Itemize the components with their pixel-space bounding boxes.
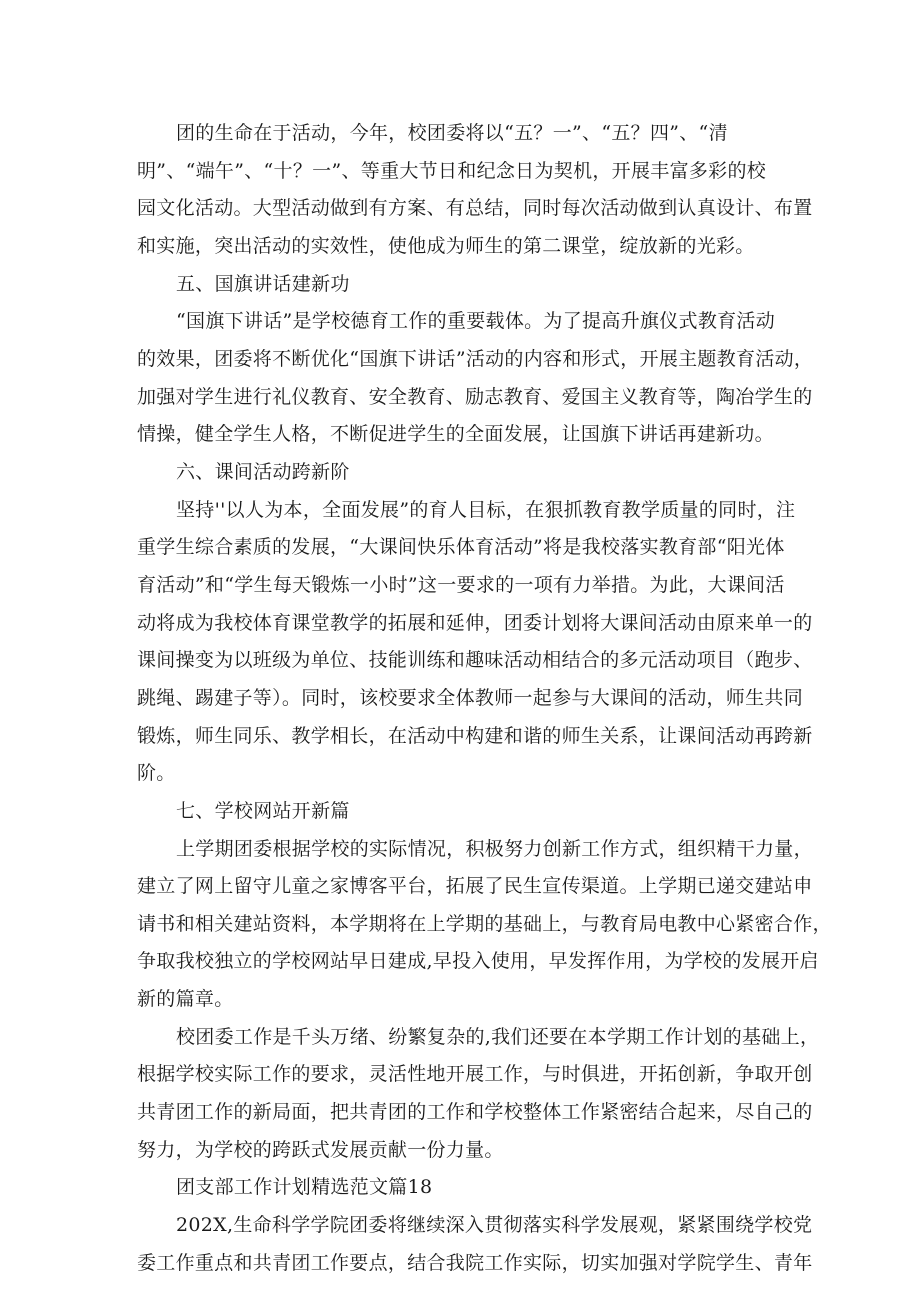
section-heading: 五、国旗讲话建新功 [176, 273, 350, 295]
paragraph-line: 锻炼，师生同乐、教学相长，在活动中构建和谐的师生关系，让课间活动再跨新 [137, 725, 813, 747]
section-heading: 团支部工作计划精选范文篇18 [176, 1176, 433, 1198]
paragraph-line: 的效果，团委将不断优化“国旗下讲话”活动的内容和形式，开展主题教育活动， [137, 348, 814, 370]
paragraph-line: 努力，为学校的跨跃式发展贡献一份力量。 [137, 1139, 504, 1161]
paragraph-line: 育活动”和“学生每天锻炼一小时”这一要求的一项有力举措。为此，大课间活 [137, 574, 785, 596]
section-heading: 六、课间活动跨新阶 [176, 461, 350, 483]
paragraph-line: 新的篇章。 [137, 988, 234, 1010]
paragraph-line: 争取我校独立的学校网站早日建成,早投入使用，早发挥作用，为学校的发展开启 [137, 950, 819, 972]
paragraph-line: “国旗下讲话”是学校德育工作的重要载体。为了提高升旗仪式教育活动 [176, 310, 776, 332]
paragraph-line: 明”、“端午”、“十？一”、等重大节日和纪念日为契机，开展丰富多彩的校 [137, 160, 767, 182]
paragraph-line: 根据学校实际工作的要求，灵活性地开展工作，与时俱进，开拓创新，争取开创 [137, 1063, 813, 1085]
paragraph-line: 加强对学生进行礼仪教育、安全教育、励志教育、爱国主义教育等，陶冶学生的 [137, 386, 813, 408]
paragraph-line: 建立了网上留守儿童之家博客平台，拓展了民生宣传渠道。上学期已递交建站申 [137, 875, 813, 897]
paragraph-line: 动将成为我校体育课堂教学的拓展和延伸，团委计划将大课间活动由原来单一的 [137, 612, 813, 634]
paragraph-line: 委工作重点和共青团工作要点，结合我院工作实际，切实加强对学院学生、青年 [137, 1252, 813, 1274]
paragraph-line: 请书和相关建站资料，本学期将在上学期的基础上，与教育局电教中心紧密合作， [137, 913, 832, 935]
paragraph-line: 情操，健全学生人格，不断促进学生的全面发展，让国旗下讲话再建新功。 [137, 423, 774, 445]
section-heading: 七、学校网站开新篇 [176, 800, 350, 822]
paragraph-line: 阶。 [137, 762, 176, 784]
paragraph-line: 重学生综合素质的发展，“大课间快乐体育活动”将是我校落实教育部“阳光体 [137, 536, 785, 558]
paragraph-line: 团的生命在于活动，今年，校团委将以“五？一”、“五？四”、“清 [176, 122, 728, 144]
paragraph-line: 园文化活动。大型活动做到有方案、有总结，同时每次活动做到认真设计、布置 [137, 197, 813, 219]
paragraph-line: 课间操变为以班级为单位、技能训练和趣味活动相结合的多元活动项目（跑步、 [137, 649, 813, 671]
paragraph-line: 和实施，突出活动的实效性，使他成为师生的第二课堂，绽放新的光彩。 [137, 235, 755, 257]
paragraph-line: 202X,生命科学学院团委将继续深入贯彻落实科学发展观，紧紧围绕学校党 [176, 1214, 813, 1236]
paragraph-line: 上学期团委根据学校的实际情况，积极努力创新工作方式，组织精干力量， [176, 838, 813, 860]
paragraph-line: 校团委工作是千头万绪、纷繁复杂的,我们还要在本学期工作计划的基础上， [176, 1026, 820, 1048]
paragraph-line: 跳绳、踢建子等）。同时，该校要求全体教师一起参与大课间的活动，师生共同 [137, 687, 804, 709]
paragraph-line: 坚持''以人为本，全面发展”的育人目标，在狠抓教育教学质量的同时，注 [176, 499, 796, 521]
paragraph-line: 共青团工作的新局面，把共青团的工作和学校整体工作紧密结合起来，尽自己的 [137, 1101, 813, 1123]
